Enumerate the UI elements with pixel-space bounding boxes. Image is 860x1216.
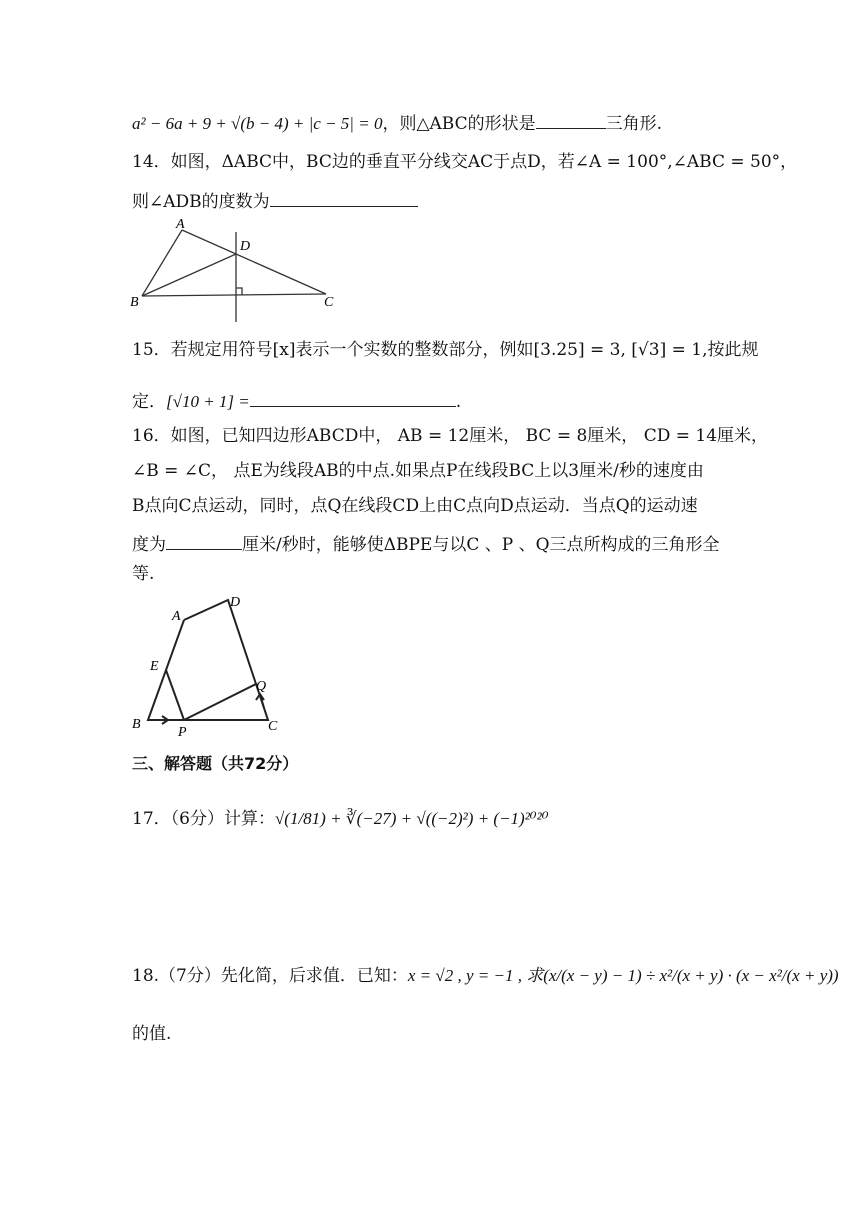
q16-label-b: B bbox=[132, 717, 141, 732]
q16-label-e: E bbox=[150, 659, 159, 674]
q14-figure bbox=[128, 214, 348, 326]
q14-segment-ab bbox=[142, 230, 182, 296]
q15-line2 bbox=[132, 388, 461, 411]
q15-answer-blank[interactable] bbox=[250, 388, 456, 407]
q16-label-a: A bbox=[172, 609, 181, 624]
q16-label-c: C bbox=[268, 719, 278, 734]
q14-label-b: B bbox=[130, 295, 139, 310]
q16-line5 bbox=[132, 566, 154, 583]
q16-text4-end: 厘米/秒时，能够使ΔBPE与以C 、P 、Q三点所构成的三角形全 bbox=[242, 535, 720, 555]
q16-label-q: Q bbox=[256, 679, 267, 694]
q13-formula: a² − 6a + 9 + √(b − 4) + |c − 5| = 0 bbox=[132, 114, 383, 133]
q13-line bbox=[132, 110, 662, 133]
q16-label-p: P bbox=[178, 725, 187, 738]
q18-line1 bbox=[132, 967, 839, 985]
q16-quadrilateral-abcd bbox=[148, 600, 268, 720]
q14-right-angle-mark bbox=[236, 288, 242, 295]
section3-title: 三、解答题（共72分） bbox=[132, 754, 299, 773]
q16-line4 bbox=[132, 531, 720, 554]
q18-line2 bbox=[132, 1026, 171, 1043]
q16-segment-pq bbox=[184, 684, 256, 720]
q16-arrow-cd bbox=[256, 694, 264, 708]
q14-label-a: A bbox=[176, 217, 185, 232]
q15-text2-end: . bbox=[455, 392, 462, 412]
q14-text1: 如图，ΔABC中，BC边的垂直平分线交AC于点D，若∠A = 100°,∠ABC = 50°， bbox=[170, 152, 798, 172]
q16-text5: 等. bbox=[132, 564, 155, 584]
q15-line1 bbox=[132, 342, 758, 359]
q14-segment-bd bbox=[142, 254, 236, 296]
q14-number: 14． bbox=[132, 152, 171, 172]
q13-text-mid: ，则△ABC的形状是 bbox=[382, 114, 536, 134]
q16-text2: ∠B = ∠C， 点E为线段AB的中点.如果点P在线段BC上以3厘米/秒的速度由 bbox=[132, 461, 704, 481]
q16-line3 bbox=[132, 498, 698, 515]
q16-label-d: D bbox=[230, 595, 241, 610]
q16-text4-start: 度为 bbox=[132, 535, 166, 555]
q16-line1 bbox=[132, 428, 768, 445]
q16-line2 bbox=[132, 463, 704, 480]
q14-label-c: C bbox=[324, 295, 334, 310]
q14-line2 bbox=[132, 188, 418, 211]
q16-segment-ep bbox=[166, 670, 184, 720]
q16-figure bbox=[128, 590, 298, 738]
q17-line bbox=[132, 810, 549, 828]
q16-arrow-bc bbox=[148, 716, 168, 724]
q14-segment-ac bbox=[182, 230, 326, 294]
q13-text-end: 三角形. bbox=[605, 114, 663, 134]
q14-text2: 则∠ADB的度数为 bbox=[132, 192, 270, 212]
q17-label: 17．（6分）计算： bbox=[132, 809, 275, 829]
q16-answer-blank[interactable] bbox=[166, 531, 242, 550]
q18-label: 18.（7分）先化简，后求值．已知： bbox=[132, 966, 408, 986]
q15-expression: [√10 + 1] = bbox=[166, 392, 250, 411]
q15-text2-start: 定． bbox=[132, 392, 166, 412]
q14-answer-blank[interactable] bbox=[270, 188, 418, 207]
q14-line1 bbox=[132, 154, 797, 171]
q18-tail: 的值. bbox=[132, 1024, 172, 1044]
q15-text1: 若规定用符号[x]表示一个实数的整数部分，例如[3.25] = 3, [√3] = 1,按此规 bbox=[170, 340, 759, 360]
q16-text3: B点向C点运动，同时，点Q在线段CD上由C点向D点运动．当点Q的运动速 bbox=[132, 496, 698, 516]
q18-expression: (x/(x − y) − 1) ÷ x²/(x + y) · (x − x²/(x + y)) bbox=[543, 966, 839, 985]
q16-text1: 如图，已知四边形ABCD中， AB = 12厘米， BC = 8厘米， CD = 14厘米， bbox=[170, 426, 769, 446]
q18-condition: x = √2 , y = −1 , 求 bbox=[407, 966, 544, 985]
q15-number: 15． bbox=[132, 340, 171, 360]
q17-expression: √(1/81) + ∛(−27) + √((−2)²) + (−1)²⁰²⁰ bbox=[274, 809, 549, 828]
q14-label-d: D bbox=[240, 239, 251, 254]
q16-number: 16． bbox=[132, 426, 171, 446]
q13-answer-blank[interactable] bbox=[536, 110, 606, 129]
q14-segment-bc bbox=[142, 294, 326, 296]
